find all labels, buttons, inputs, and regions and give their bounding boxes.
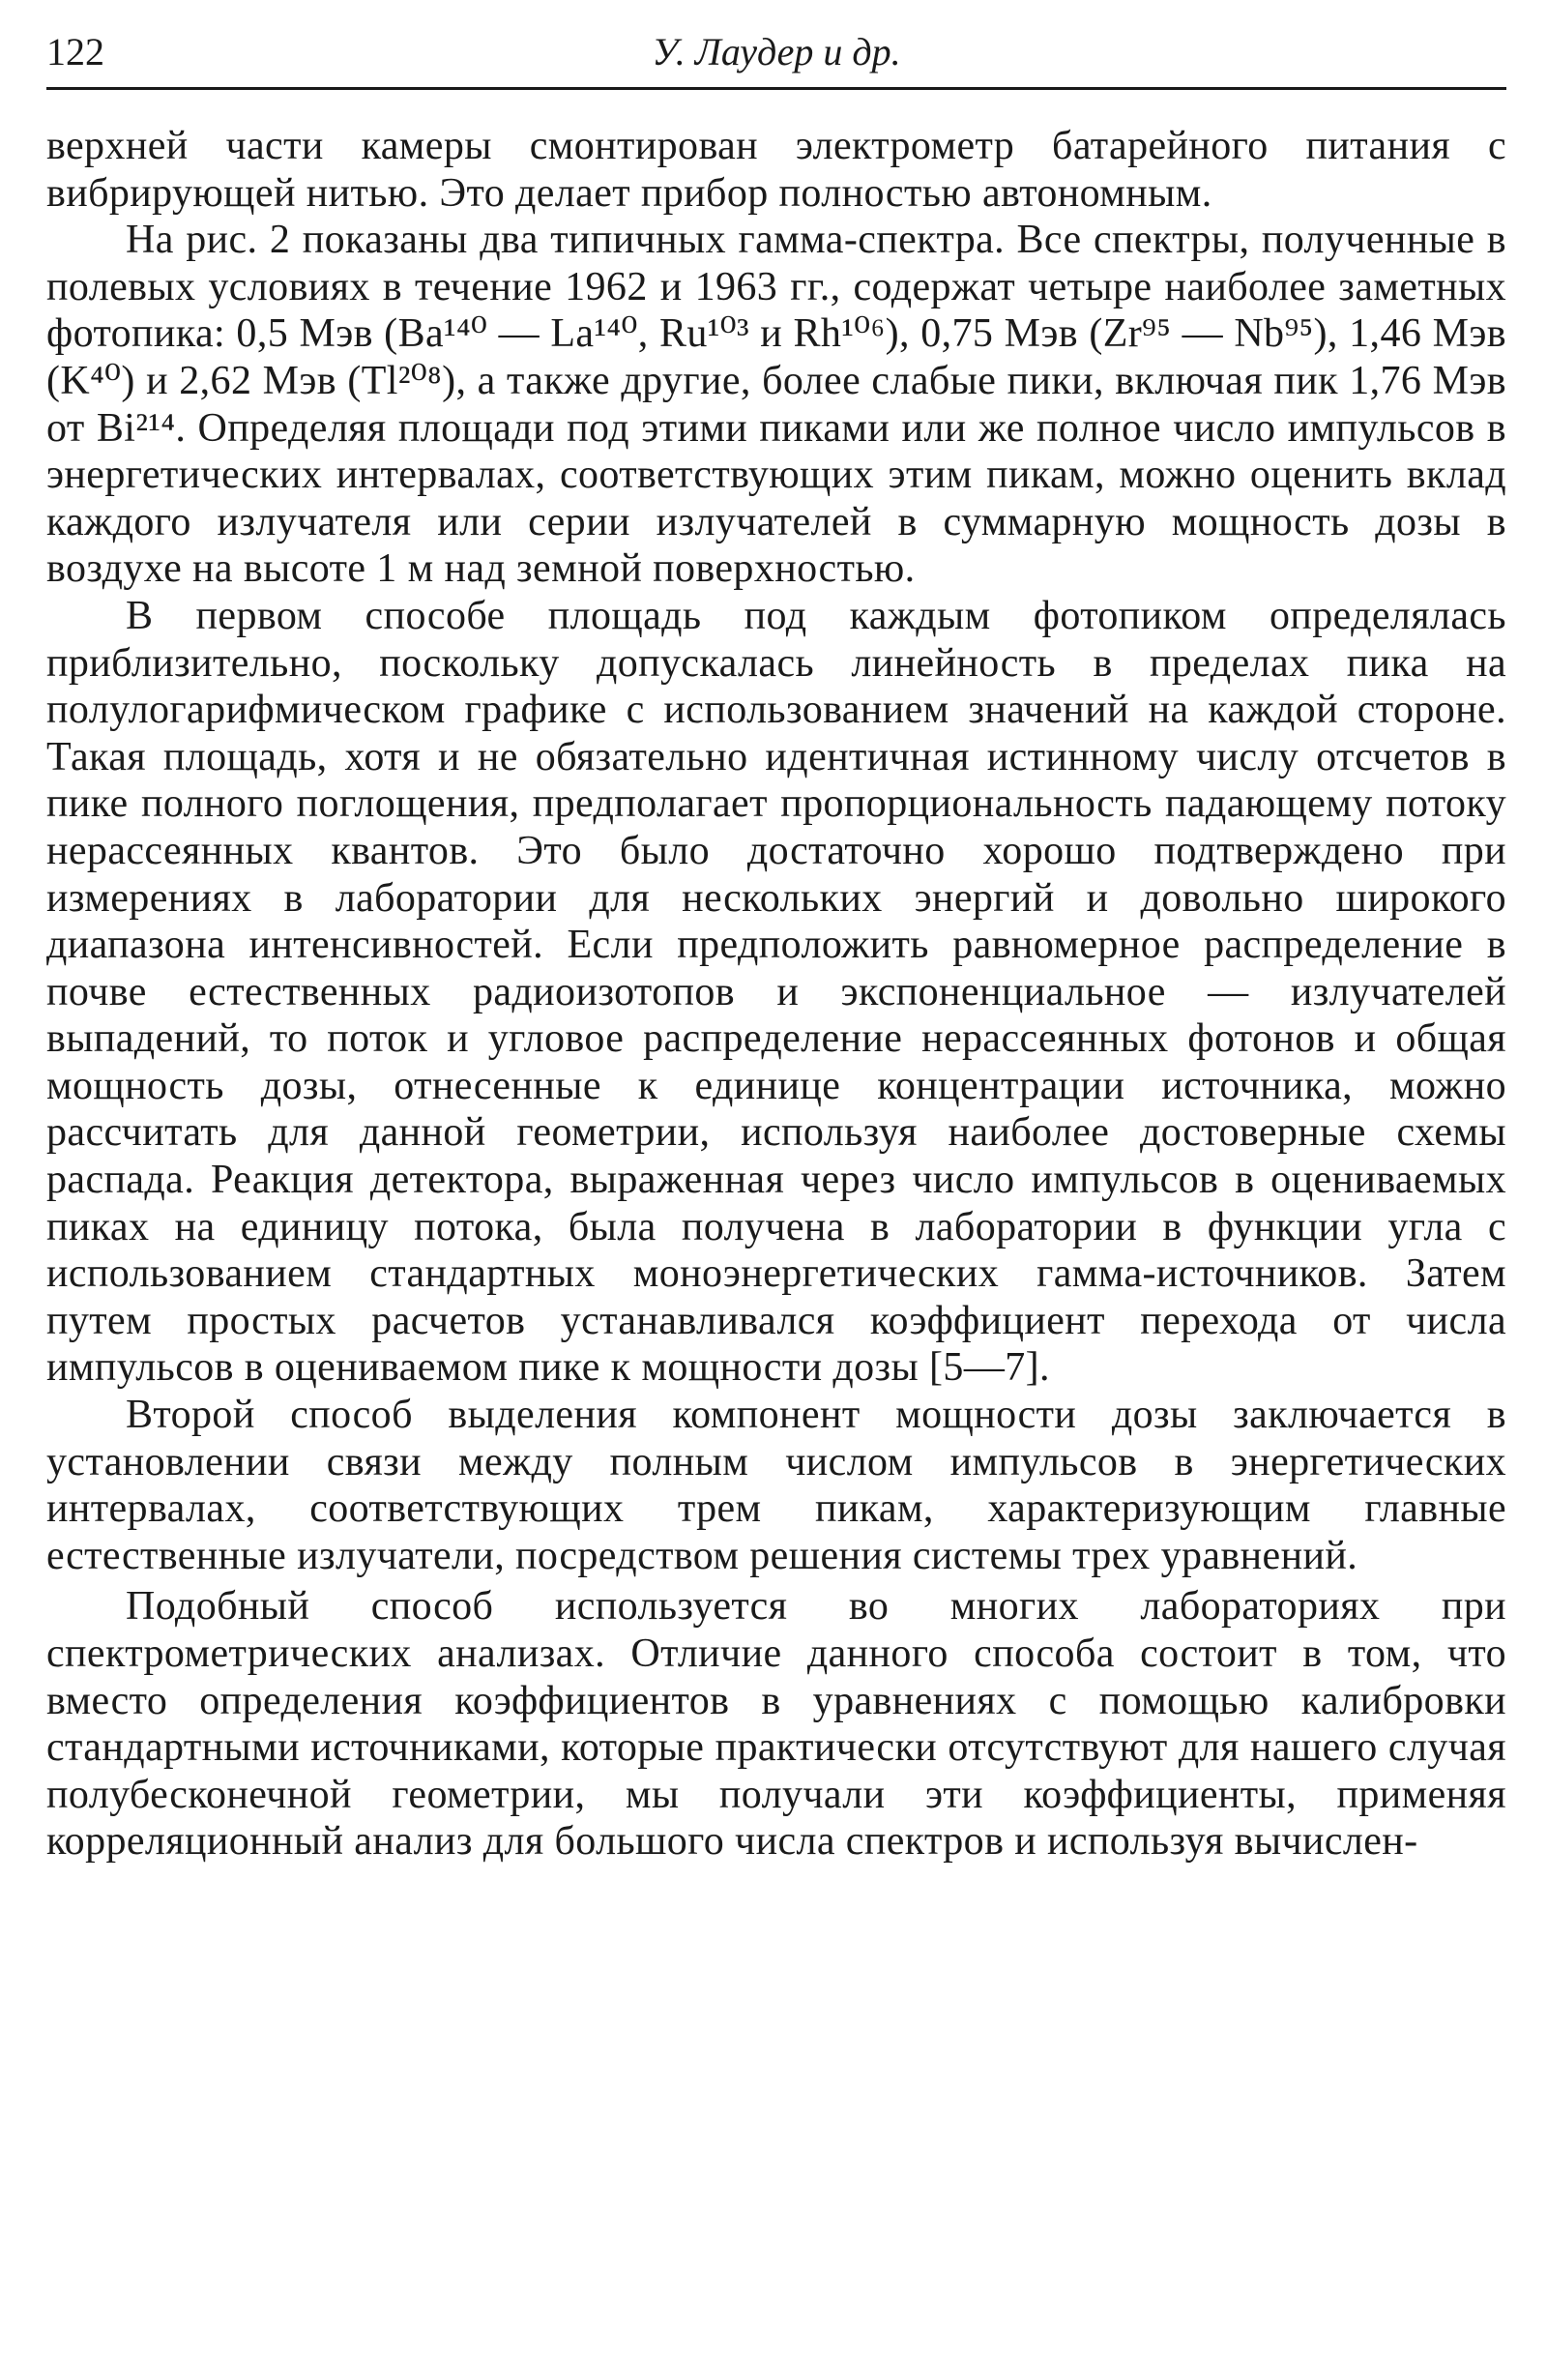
paragraph-first-method: В первом способе площадь под каждым фотопиком определялась приблизительно, поскольку допускалась линейность в пределах пика на полулогарифмическом графике с использованием значений на каждой стороне. Такая площадь, хотя и не обязательно идентичная истинному числу отсчетов в пике полного поглощения, предполагает пропорциональность падающему потоку нерассеянных квантов. Это было достаточно хорошо подтверждено при измерениях в лаборатории для нескольких энергий и довольно широкого диапазона интенсивностей. Если предположить равномерное распределение в почве естественных радиоизотопов и экспоненциальное — излучателей выпадений, то поток и угловое распределение нерассеянных фотонов и общая мощность дозы, отнесенные к единице концентрации источника, можно рассчитать для данной геометрии, используя наиболее достоверные схемы распада. Реакция детектора, выраженная через число импульсов в оцениваемых пиках на единицу потока, была получена в лаборатории в функции угла с использованием стандартных моноэнергетических гамма-источников. Затем путем простых расчетов устанавливался коэффициент перехода от числа импульсов в оцениваемом пике к мощности дозы [5—7]. xyxy=(46,593,1506,1391)
page-number: 122 xyxy=(46,30,104,73)
header-rule xyxy=(46,87,1506,90)
running-head xyxy=(46,29,1506,75)
body-text xyxy=(46,123,1506,1866)
paragraph-spectra: На рис. 2 показаны два типичных гамма-спектра. Все спектры, полученные в полевых условиях в течение 1962 и 1963 гг., содержат четыре наиболее заметных фотопика: 0,5 Мэв (Ba¹⁴⁰ — La¹⁴⁰, Ru¹⁰³ и Rh¹⁰⁶), 0,75 Мэв (Zr⁹⁵ — Nb⁹⁵), 1,46 Мэв (K⁴⁰) и 2,62 Мэв (Tl²⁰⁸), а также другие, более слабые пики, включая пик 1,76 Мэв от Bi²¹⁴. Определяя площади под этими пиками или же полное число импульсов в энергетических интервалах, соответствующих этим пикам, можно оценить вклад каждого излучателя или серии излучателей в суммарную мощность дозы в воздухе на высоте 1 м над земной поверхностью. xyxy=(46,218,1506,592)
paragraph-similar-method: Подобный способ используется во многих лабораториях при спектрометрических анализах. Отличие данного способа состоит в том, что вместо определения коэффициентов в уравнениях с помощью калибровки стандартными источниками, которые практически отсутствуют для нашего случая полубесконечной геометрии, мы получали эти коэффициенты, применяя корреляционный анализ для большого числа спектров и используя вычислен- xyxy=(46,1584,1506,1865)
paragraph-second-method: Второй способ выделения компонент мощности дозы заключается в установлении связи между полным числом импульсов в энергетических интервалах, соответствующих трем пикам, характеризующим главные естественные излучатели, посредством решения системы трех уравнений. xyxy=(46,1393,1506,1578)
paragraph-continuation: верхней части камеры смонтирован электрометр батарейного питания с вибрирующей нитью. Это делает прибор полностью автономным. xyxy=(46,124,1506,216)
running-title: У. Лаудер и др. xyxy=(652,30,901,73)
